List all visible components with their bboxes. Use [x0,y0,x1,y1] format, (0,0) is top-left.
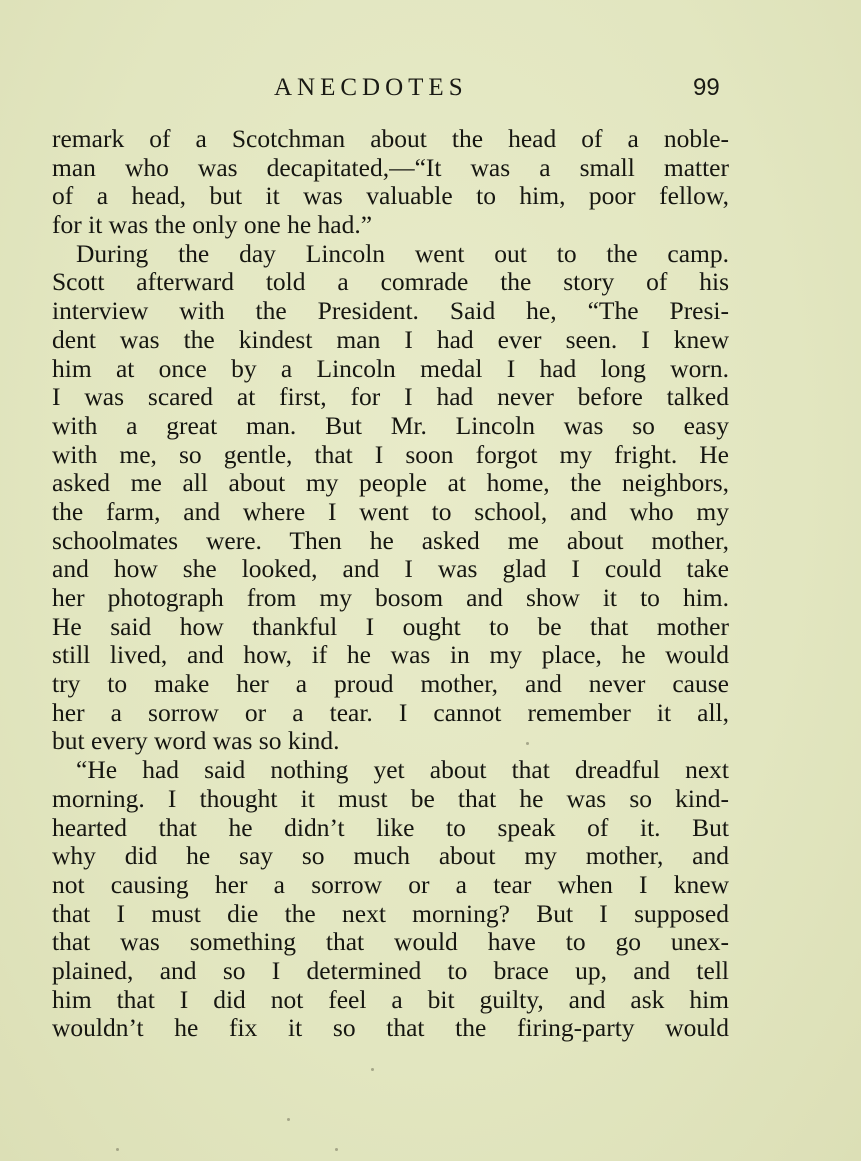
paper-speck [116,1148,119,1151]
text-line: wouldn’t he fix it so that the firing-party would [52,1013,729,1043]
text-line: plained, and so I determined to brace up, and tell [52,955,729,985]
text-line: Scott afterward told a comrade the story of his [52,267,729,297]
paper-speck [526,742,529,745]
text-line: dent was the kindest man I had ever seen. I knew [52,324,729,354]
text-line: her a sorrow or a tear. I cannot remember it all, [52,697,729,727]
paper-speck [287,1118,290,1121]
text-line: with me, so gentle, that I soon forgot my fright. He [52,439,729,469]
body-text [52,125,729,1043]
text-line: not causing her a sorrow or a tear when I knew [52,869,729,899]
text-line: him that I did not feel a bit guilty, and ask him [52,984,729,1014]
text-line: hearted that he didn’t like to speak of it. But [52,812,729,842]
running-title: ANECDOTES [274,74,468,101]
page-number: 99 [693,74,720,101]
text-line: remark of a Scotchman about the head of a noble- [52,124,729,153]
text-line: He said how thankful I ought to be that mother [52,611,729,641]
text-line: try to make her a proud mother, and never cause [52,669,729,699]
paper-speck [371,1068,374,1071]
text-line: that I must die the next morning? But I supposed [52,898,729,928]
text-line: that was something that would have to go unex- [52,927,729,957]
text-line: of a head, but it was valuable to him, poor fellow, [52,181,729,211]
text-line: schoolmates were. Then he asked me about mother, [52,525,729,555]
text-line: and how she looked, and I was glad I could take [52,554,729,584]
text-line: interview with the President. Said he, “The Presi- [52,296,729,326]
text-line: for it was the only one he had.” [52,210,373,240]
paper-speck [335,1148,338,1151]
text-line: her photograph from my bosom and show it to him. [52,583,729,612]
text-line: I was scared at first, for I had never before talked [52,382,729,412]
text-line: why did he say so much about my mother, and [52,841,729,871]
text-line: “He had said nothing yet about that dreadful next [76,755,729,785]
running-head [0,74,861,106]
text-line: the farm, and where I went to school, and who my [52,496,729,526]
text-line: During the day Lincoln went out to the camp. [76,238,729,268]
text-line: asked me all about my people at home, the neighbors, [52,468,729,498]
text-line: him at once by a Lincoln medal I had long worn. [52,353,729,383]
text-line: with a great man. But Mr. Lincoln was so easy [52,410,729,440]
text-line: morning. I thought it must be that he was so kind- [52,783,729,813]
text-line: man who was decapitated,—“It was a small matter [52,152,729,182]
text-line: still lived, and how, if he was in my place, he would [52,640,729,670]
text-line: but every word was so kind. [52,726,340,756]
